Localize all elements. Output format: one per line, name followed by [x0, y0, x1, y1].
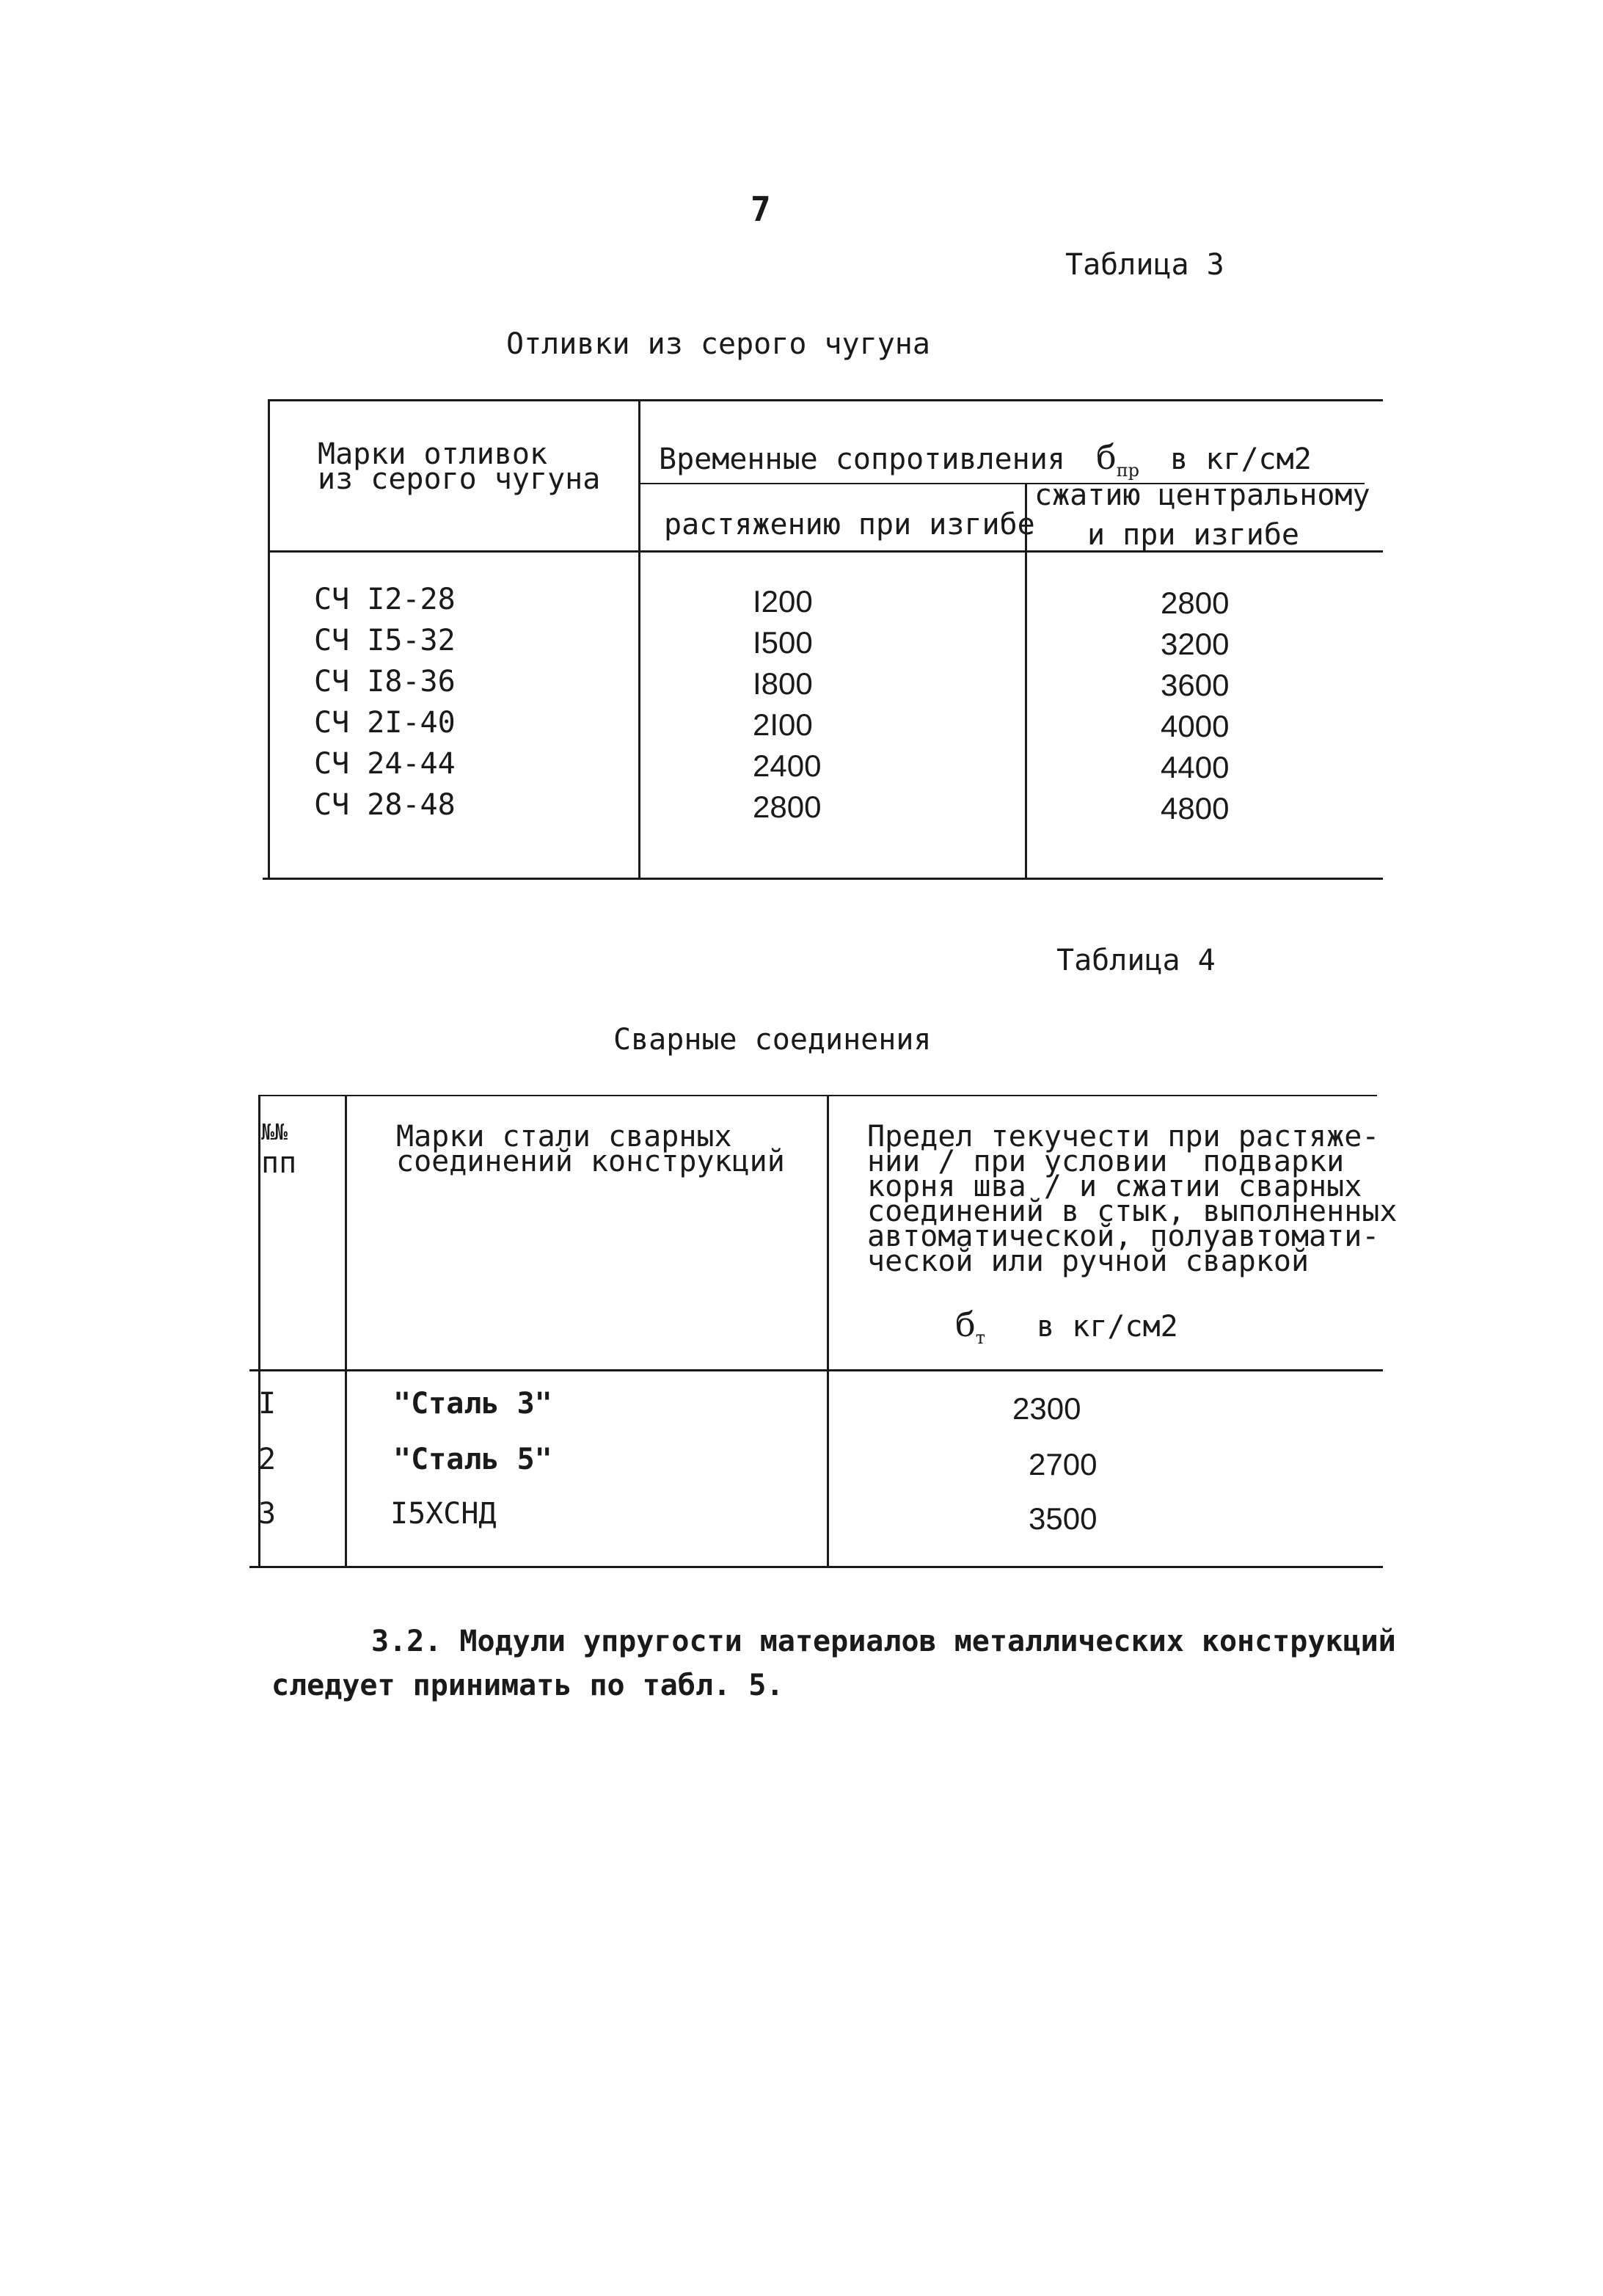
table4-yield-strength: 3500 — [1029, 1501, 1098, 1536]
table4-caption: Таблица 4 — [1056, 944, 1216, 977]
table3-grade: СЧ 28-48 — [314, 788, 456, 822]
table3-header-units: в кг/см2 — [1170, 442, 1312, 476]
table4-header-col3-line1: Предел текучести при растяже- — [867, 1120, 1380, 1154]
table3-compression: 4000 — [1161, 709, 1230, 743]
table4-row-number: I — [258, 1387, 277, 1421]
table3-header-col1-line2: из серого чугуна — [318, 462, 601, 496]
table3-tension: I800 — [753, 666, 813, 701]
table3-tension: 2800 — [753, 790, 822, 824]
table3-grade: СЧ I2-28 — [314, 583, 456, 616]
table3-compression: 4400 — [1161, 750, 1230, 784]
sigma-subscript: пр — [1116, 460, 1140, 481]
table3-title: Отливки из серого чугуна — [506, 327, 930, 361]
table3-compression: 2800 — [1161, 586, 1230, 620]
table3-tension: I200 — [753, 584, 813, 619]
table3-bottom-border — [263, 878, 1383, 880]
table3-divider-1 — [638, 399, 640, 880]
table4-row-number: 2 — [258, 1443, 277, 1476]
table4-header-col1-line2: пп — [261, 1146, 297, 1180]
table4-yield-strength: 2700 — [1029, 1447, 1098, 1482]
table4-title: Сварные соединения — [613, 1023, 932, 1057]
table3-header-group-prefix: Временные сопротивления — [659, 442, 1065, 476]
paragraph-line-2: следует принимать по табл. 5. — [271, 1669, 784, 1702]
table4-yield-strength: 2300 — [1012, 1391, 1081, 1426]
table3-grade: СЧ 2I-40 — [314, 706, 456, 740]
table4-header-units: в кг/см2 — [1037, 1310, 1178, 1344]
table3-header-col1-line1: Марки отливок — [318, 437, 548, 471]
table4-header-col3-line6: ческой или ручной сваркой — [867, 1244, 1310, 1278]
table4-header-col2-line1: Марки стали сварных — [396, 1120, 732, 1154]
table3-tension: I500 — [753, 625, 813, 660]
table3-divider-2 — [1025, 483, 1027, 880]
sigma-symbol: $б_т$ — [955, 1305, 985, 1348]
table4-divider-1 — [345, 1095, 347, 1568]
table3-grade: СЧ I8-36 — [314, 665, 456, 699]
sigma-subscript: т — [975, 1327, 985, 1348]
table3-top-border — [268, 399, 1383, 401]
table3-compression: 3600 — [1161, 668, 1230, 702]
table3-grade: СЧ I5-32 — [314, 624, 456, 657]
paragraph-line-1: 3.2. Модули упругости материалов металлических конструкций — [371, 1625, 1396, 1658]
table4-steel-grade: I5ХСНД — [390, 1497, 497, 1531]
table3-header-group — [659, 437, 1312, 481]
table4-top-border — [258, 1095, 1377, 1096]
table3-tension: 2400 — [753, 748, 822, 783]
table3-header-col3-line2: и при изгибе — [1087, 518, 1299, 552]
sigma-symbol: $б_{пр}$ — [1095, 437, 1140, 481]
table4-header-bottom-border — [249, 1369, 1383, 1371]
table4-steel-grade: "Сталь 5" — [393, 1443, 552, 1476]
table4-steel-grade: "Сталь 3" — [393, 1387, 552, 1421]
table3-left-border — [268, 399, 270, 880]
table3-caption: Таблица 3 — [1065, 248, 1224, 282]
table4-header-col3-line4: соединений в стык, выполненных — [867, 1195, 1398, 1228]
table4-header-col2-line2: соединений конструкций — [396, 1145, 785, 1178]
table4-row-number: 3 — [258, 1497, 277, 1531]
table4-header-col1-line1: №№ — [261, 1120, 288, 1145]
page-number: 7 — [751, 189, 771, 229]
table3-header-col2: растяжению при изгибе — [664, 508, 1035, 542]
table4-bottom-border — [249, 1566, 1383, 1568]
table4-header-col3-line3: корня шва / и сжатии сварных — [867, 1170, 1362, 1203]
table3-tension: 2I00 — [753, 707, 813, 742]
table4-header-col3-line5: автоматической, полуавтомати- — [867, 1220, 1380, 1253]
table3-compression: 4800 — [1161, 791, 1230, 826]
table3-header-col3-line1: сжатию центральному — [1034, 478, 1370, 512]
table4-header-units-row — [955, 1305, 1178, 1348]
table4-divider-2 — [827, 1095, 829, 1568]
table4-header-col3-line2: нии / при условии подварки — [867, 1145, 1345, 1178]
table3-compression: 3200 — [1161, 627, 1230, 661]
table3-grade: СЧ 24-44 — [314, 747, 456, 781]
